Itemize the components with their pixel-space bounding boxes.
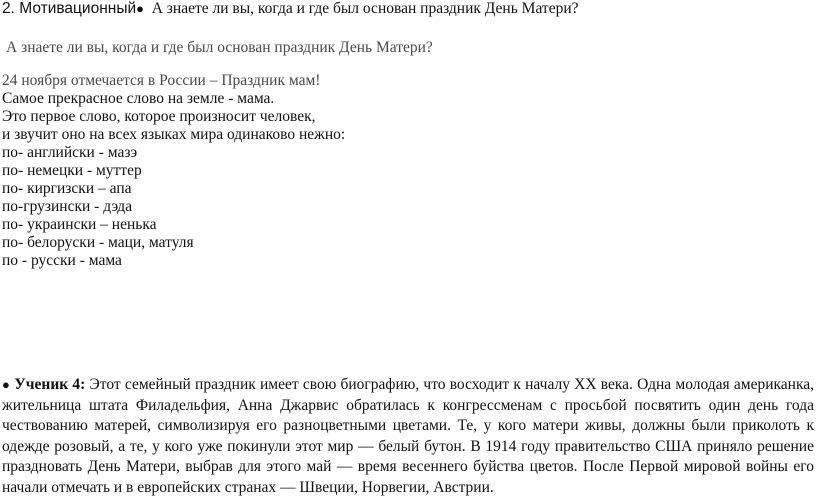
language-item: по- украински – ненька: [2, 216, 157, 233]
intro-line-1: 24 ноября отмечается в России – Праздник мам!: [2, 72, 321, 89]
repeat-question: А знаете ли вы, когда и где был основан праздник День Матери?: [6, 39, 433, 56]
intro-line-4: и звучит оно на всех языках мира одинаково нежно:: [2, 126, 346, 143]
student-paragraph: [2, 375, 814, 499]
bullet-icon: ●: [136, 1, 144, 16]
section-number-label: 2. Мотивационный: [2, 0, 137, 17]
language-item: по-грузински - дэда: [2, 198, 133, 215]
language-item: по- киргизски – апа: [2, 180, 132, 197]
student-text: Этот семейный праздник имеет свою биографию, что восходит к началу XX века. Одна молодая американка, жительница штата Филадельфия, Анна Джарвис обратилась к конгрессменам с просьбой посвятить один день года чествованию матерей, символизируя его разноцветными цветами. Те, у кого матери живы, должны были приколоть к одежде розовый, а те, у кого уже покинули этот мир — белый бутон. В 1914 году правительство США приняло решение праздновать День Матери, выбрав для этого май — время весеннего буйства цветов. После Первой мировой войны его начали отмечать и в европейских странах — Швеции, Норвегии, Австрии.: [2, 376, 815, 496]
language-item: по - русски - мама: [2, 252, 122, 269]
heading-question: А знаете ли вы, когда и где был основан праздник День Матери?: [151, 0, 579, 17]
section-heading: [2, 0, 579, 18]
language-item: по- английски - мазэ: [2, 144, 138, 161]
language-item: по- белоруски - маци, матуля: [2, 234, 194, 251]
intro-line-2: Самое прекрасное слово на земле - мама.: [2, 90, 275, 107]
intro-line-3: Это первое слово, которое произносит человек,: [2, 108, 316, 125]
language-item: по- немецки - муттер: [2, 162, 142, 179]
student-label: Ученик 4:: [14, 376, 86, 393]
bullet-icon: ●: [2, 377, 11, 392]
